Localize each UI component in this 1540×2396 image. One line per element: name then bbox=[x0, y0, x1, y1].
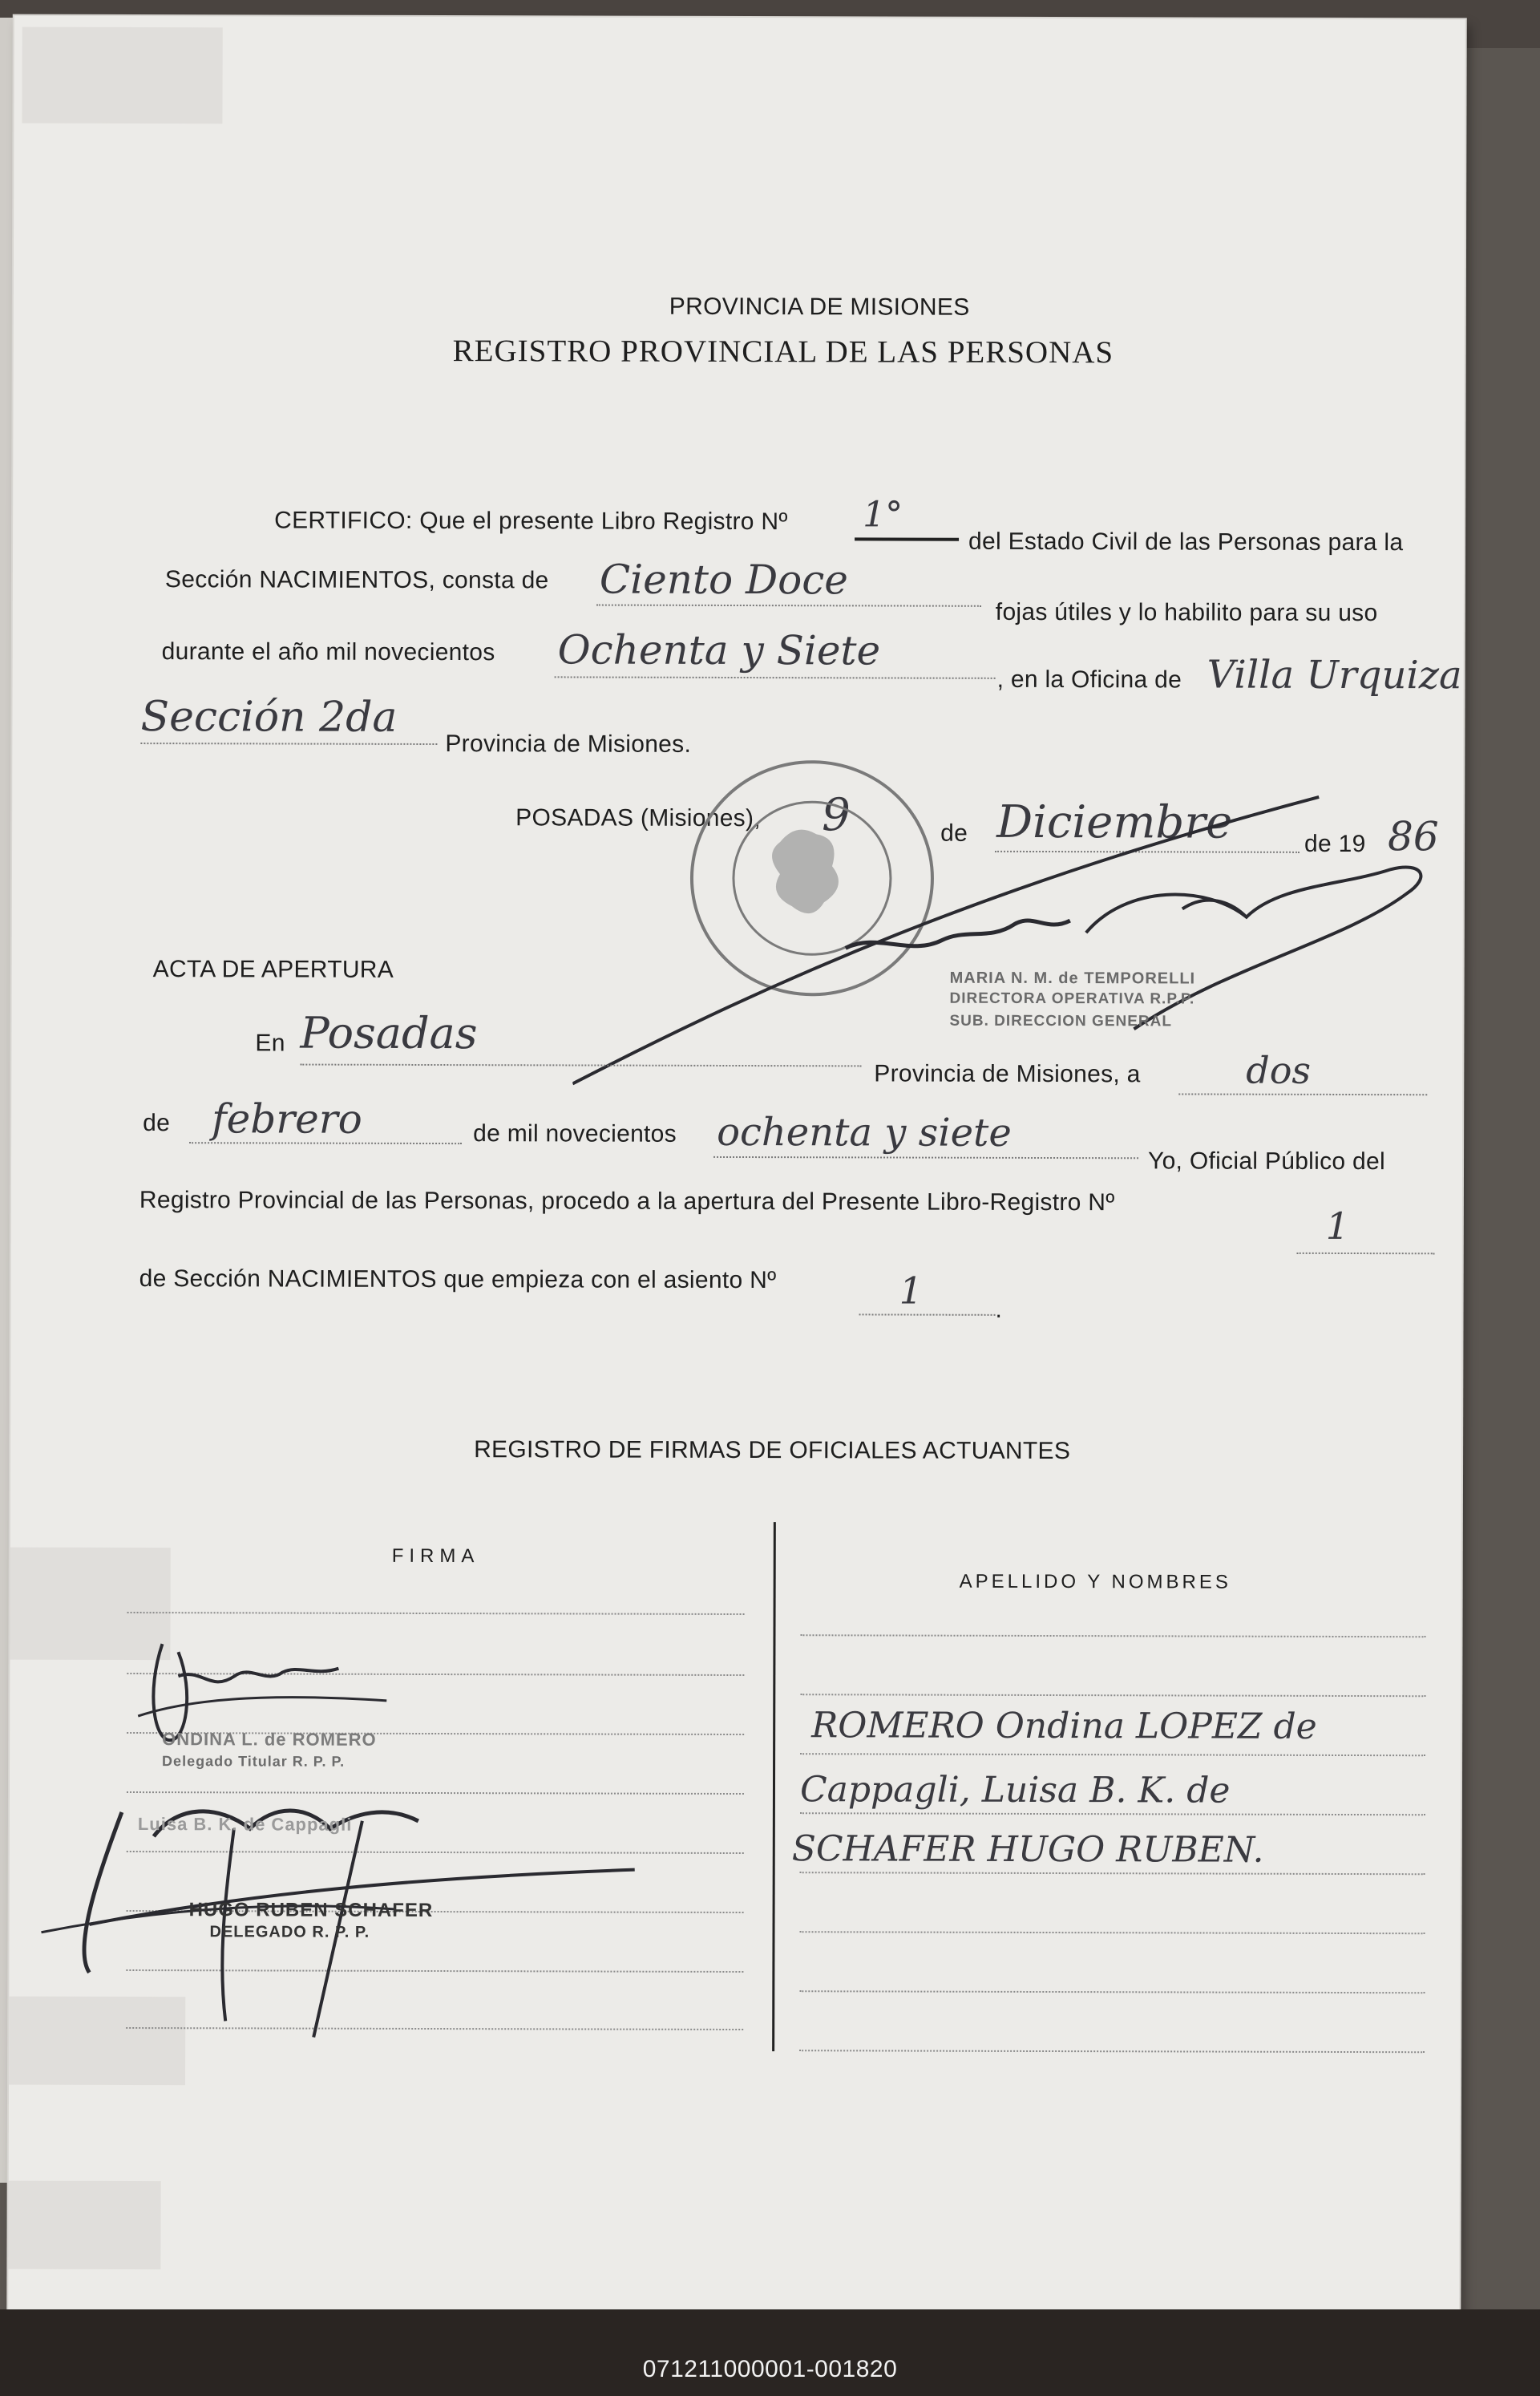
office-handwritten: Villa Urquiza bbox=[1207, 652, 1462, 698]
city-handwritten: Posadas bbox=[300, 1007, 478, 1059]
cert-line2-prefix: Sección NACIMIENTOS, consta de bbox=[164, 566, 549, 594]
apertura-year-text: de mil novecientos bbox=[473, 1120, 677, 1147]
col-firma-header: FIRMA bbox=[391, 1544, 480, 1568]
month-handwritten: Diciembre bbox=[996, 795, 1233, 849]
tape-remnant bbox=[22, 27, 222, 124]
stamp-3-name: HUGO RUBEN SCHAFER bbox=[188, 1899, 434, 1922]
name-line bbox=[799, 1990, 1425, 1993]
section-handwritten: Sección 2da bbox=[140, 693, 398, 742]
document-page bbox=[8, 16, 1465, 2329]
name-line bbox=[800, 1753, 1425, 1756]
stamp-2-name: Luisa B. K. de Cappagli bbox=[137, 1814, 353, 1835]
director-stamp-office: SUB. DIRECCION GENERAL bbox=[949, 1012, 1172, 1030]
asiento-line bbox=[859, 1313, 996, 1315]
name-line bbox=[800, 1634, 1425, 1637]
pages-count-handwritten: Ciento Doce bbox=[599, 556, 848, 604]
official-name-2: Cappagli, Luisa B. K. de bbox=[799, 1769, 1231, 1811]
apertura-line4-end: . bbox=[995, 1296, 1003, 1323]
province-heading: PROVINCIA DE MISIONES bbox=[669, 293, 970, 321]
apertura-book-line bbox=[1297, 1253, 1435, 1254]
column-divider bbox=[772, 1522, 776, 2051]
apertura-month-line bbox=[189, 1142, 462, 1144]
cert-line2-suffix: fojas útiles y lo habilito para su uso bbox=[995, 598, 1378, 627]
cert-line1-suffix: del Estado Civil de las Personas para la bbox=[968, 528, 1404, 557]
signatures-title: REGISTRO DE FIRMAS DE OFICIALES ACTUANTES bbox=[474, 1436, 1071, 1465]
apertura-month-handwritten: febrero bbox=[212, 1095, 362, 1143]
day-words-handwritten: dos bbox=[1246, 1048, 1312, 1092]
cert-line3-prefix: durante el año mil novecientos bbox=[161, 638, 495, 666]
asiento-number-handwritten: 1 bbox=[899, 1269, 923, 1313]
director-stamp-name: MARIA N. M. de TEMPORELLI bbox=[949, 969, 1196, 988]
apertura-en-label: En bbox=[255, 1030, 285, 1057]
place-date-prefix: POSADAS (Misiones), bbox=[515, 804, 761, 832]
apertura-year-handwritten: ochenta y siete bbox=[717, 1109, 1012, 1156]
firma-line bbox=[127, 1612, 745, 1615]
section-line bbox=[140, 743, 437, 745]
cert-line4-suffix: Provincia de Misiones. bbox=[445, 731, 692, 758]
image-id-caption: 071211000001-001820 bbox=[642, 2356, 898, 2382]
apertura-year-line bbox=[713, 1156, 1138, 1159]
book-number-line bbox=[855, 537, 959, 540]
officials-signatures bbox=[25, 1628, 667, 2062]
stamp-3-role: DELEGADO R. P. P. bbox=[209, 1923, 370, 1941]
apertura-title: ACTA DE APERTURA bbox=[152, 956, 394, 983]
year-words-line bbox=[555, 676, 996, 678]
apertura-line4: de Sección NACIMIENTOS que empieza con el asiento Nº bbox=[139, 1265, 777, 1294]
name-line bbox=[800, 1931, 1425, 1934]
official-name-3: SCHAFER HUGO RUBEN. bbox=[791, 1828, 1264, 1871]
official-name-1: ROMERO Ondina LOPEZ de bbox=[811, 1705, 1317, 1747]
apertura-de-label: de bbox=[143, 1110, 171, 1137]
name-line bbox=[800, 1812, 1425, 1815]
director-stamp-role: DIRECTORA OPERATIVA R.P.P. bbox=[949, 990, 1195, 1008]
tape-remnant bbox=[8, 2181, 160, 2269]
day-handwritten: 9 bbox=[822, 789, 851, 842]
registry-heading: REGISTRO PROVINCIAL DE LAS PERSONAS bbox=[452, 334, 1114, 370]
stamp-1-name: ONDINA L. de ROMERO bbox=[162, 1729, 377, 1750]
name-line bbox=[799, 2050, 1425, 2053]
cert-line1-prefix: CERTIFICO: Que el presente Libro Registro Nº bbox=[274, 507, 788, 536]
book-number-handwritten: 1° bbox=[863, 494, 903, 536]
apertura-line3: Registro Provincial de las Personas, procedo a la apertura del Presente Libro-Registro Nº bbox=[139, 1187, 1115, 1216]
apertura-yo-text: Yo, Oficial Público del bbox=[1147, 1147, 1386, 1176]
apertura-province-text: Provincia de Misiones, a bbox=[874, 1060, 1141, 1088]
pages-count-line bbox=[596, 605, 981, 607]
name-line bbox=[800, 1872, 1425, 1875]
stamp-1-role: Delegado Titular R. P. P. bbox=[162, 1753, 346, 1770]
year-prefix: de 19 bbox=[1304, 830, 1366, 858]
apertura-book-number-handwritten: 1 bbox=[1325, 1204, 1350, 1249]
de-label: de bbox=[940, 820, 968, 847]
year-words-handwritten: Ochenta y Siete bbox=[557, 626, 881, 674]
col-names-header: APELLIDO Y NOMBRES bbox=[959, 1570, 1231, 1593]
name-line bbox=[800, 1694, 1425, 1697]
year-handwritten: 86 bbox=[1388, 813, 1439, 860]
cert-line3-suffix: , en la Oficina de bbox=[996, 666, 1182, 694]
